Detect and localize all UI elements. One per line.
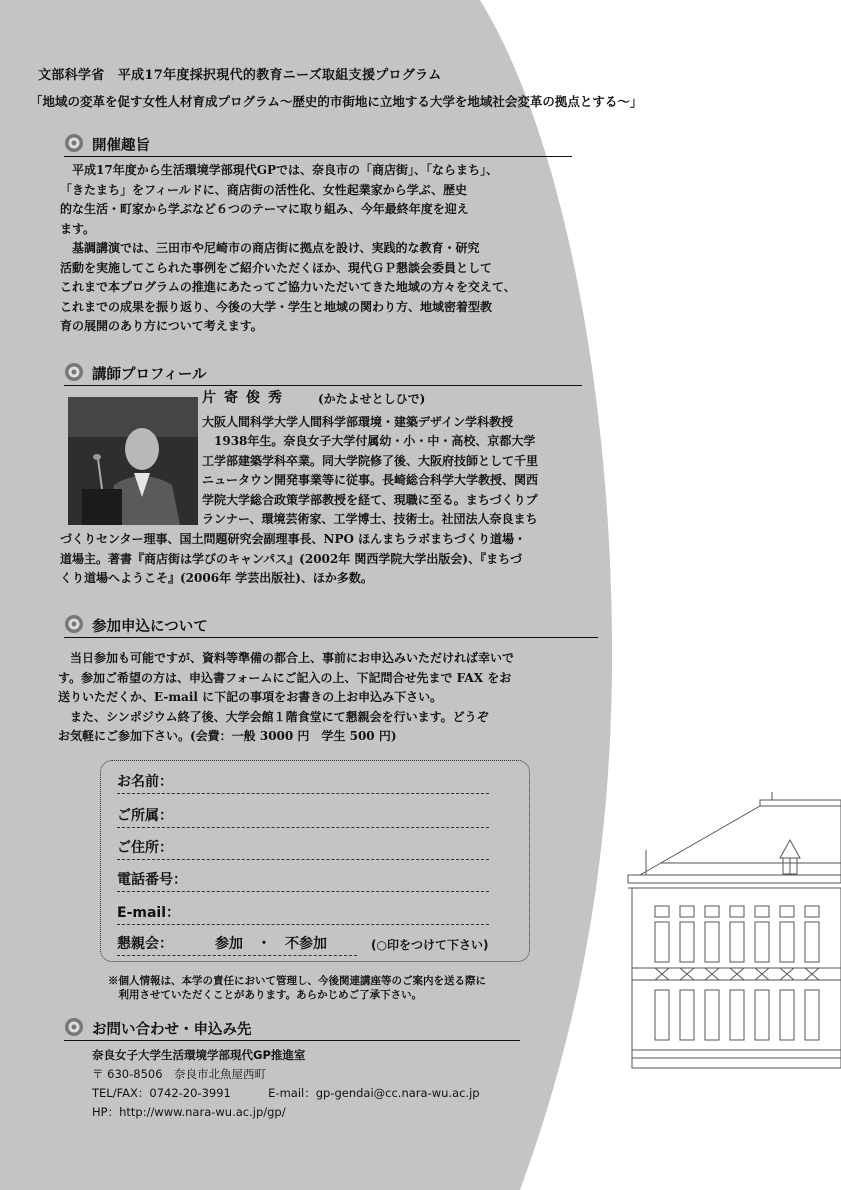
program-header: 文部科学省 平成17年度採択現代的教育ニーズ取組支援プログラム [38,68,442,83]
section-title-purpose: 開催趣旨 [92,137,150,154]
party-options[interactable]: 参加 ・ 不参加 [215,936,327,952]
flower-icon [64,133,84,153]
flower-icon [64,362,84,382]
speaker-bio-full: づくりセンター理事、国土問題研究会副理事長、NPO ほんまちラボまちづくり道場・ 道場主。著書『商店街は学びのキャンパス』(2002年 関西学院大学出版会)、『まちづ くり道場へようこそ』(2006年 学芸出版社)、ほか多数。 [60,532,527,585]
section-header-speaker [64,361,582,386]
affiliation-field[interactable]: ご所属： [117,805,489,828]
section-title-contact: お問い合わせ・申込み先 [92,1021,252,1038]
purpose-text: 平成17年度から生活環境学部現代GPでは、奈良市の「商店街」、「ならまち」、 「きたまち」をフィールドに、商店街の活性化、女性起業家から学ぶ、歴史 的な生活・町家から学ぶなど６つのテーマに取り組み、今年最終年度を迎え ます。 基調講演では、三田市や尼崎市の商店街に拠点を設け、実践的な教育・研究 活動を実施してこられた事例をご紹介いただくほか、現代ＧＰ懇談会委員として これまで本プログラムの推進にあたってご協力いただいてきた地域の方々を交えて、 これまでの成果を振り返り、今後の大学・学生と地域の関わり方、地域密着型教 育の展開のあり方について考えます。 [60,163,516,333]
speaker-kana: (かたよせとしひで) [318,392,426,406]
speaker-bio-right: 1938年生。奈良女子大学付属幼・小・中・高校、京都大学 工学部建築学科卒業。同大学院修了後、大阪府技師として千里 ニュータウン開発事業等に従事。長崎総合科学大学教授、関西 学院大学総合政策学部教授を経て、現職に至る。まちづくりプ ランナー、環境芸術家、工学博士、技術士。社団法人奈良まち [202,434,539,526]
contact-address: 〒 630-8506 奈良市北魚屋西町 [92,1067,267,1081]
speaker-name: 片寄俊秀 [202,390,290,406]
section-header-purpose [64,132,572,157]
program-subtitle: 「地域の変革を促す女性人材育成プログラム～歴史的市街地に立地する大学を地域社会変革の拠点とする～」 [30,94,643,109]
contact-email[interactable]: E-mail：gp-gendai@cc.nara-wu.ac.jp [268,1086,480,1100]
contact-org: 奈良女子大学生活環境学部現代GP推進室 [92,1048,306,1062]
application-form [100,760,530,962]
phone-field[interactable]: 電話番号： [117,869,489,892]
section-header-application [64,613,598,638]
section-header-contact [64,1016,520,1041]
name-field[interactable]: お名前： [117,771,489,794]
section-title-speaker: 講師プロフィール [92,366,207,383]
application-text: 当日参加も可能ですが、資料等準備の都合上、事前にお申込みいただければ幸いで す。参加ご希望の方は、申込書フォームにご記入の上、下記問合せ先まで FAX をお 送りいただくか、E-mail に下記の事項をお書きの上お申込み下さい。 また、シンポジウム終了後、大学会館１階食堂にて懇親会を行います。どうぞ お気軽にご参加下さい。(会費：一般 3000 円 学生 500 円) [58,651,515,743]
flower-icon [64,614,84,634]
party-field[interactable]: 懇親会： 参加 ・ 不参加 [117,933,357,956]
address-field[interactable]: ご住所： [117,837,489,860]
speaker-affiliation: 大阪人間科学大学人間科学部環境・建築デザイン学科教授 [202,415,514,429]
party-note: (○印をつけて下さい) [371,938,489,952]
flower-icon [64,1017,84,1037]
section-title-application: 参加申込について [92,618,208,635]
building-illustration [620,780,841,1080]
email-field[interactable]: E-mail： [117,902,489,925]
contact-telfax: TEL/FAX：0742-20-3991 [92,1086,231,1100]
privacy-notice: ※個人情報は、本学の責任において管理し、今後関連講座等のご案内を送る際に 利用させていただくことがあります。あらかじめご了承下さい。 [108,975,486,1001]
contact-info [92,1046,480,1122]
contact-hp[interactable]: HP：http://www.nara-wu.ac.jp/gp/ [92,1105,286,1119]
speaker-photo [68,397,198,525]
